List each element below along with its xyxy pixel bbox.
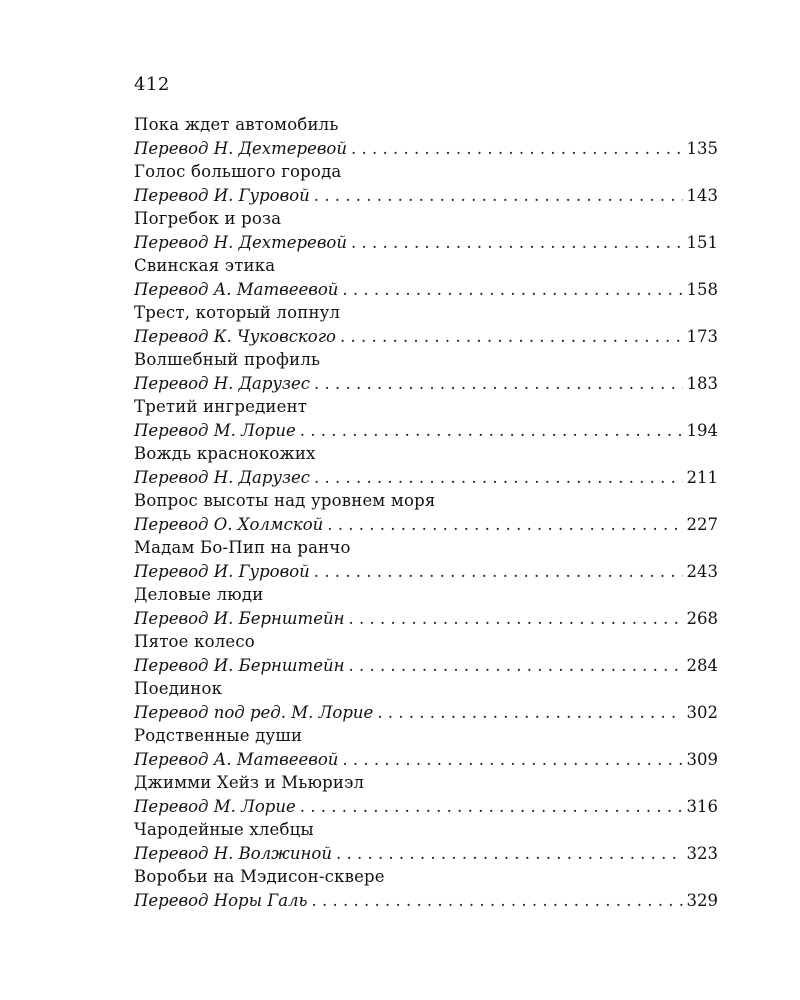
- translator-credit: Перевод И. Гуровой: [134, 185, 310, 205]
- translator-credit: Перевод Н. Дехтеревой: [134, 232, 347, 252]
- translator-credit: Перевод М. Лорие: [134, 796, 296, 816]
- dot-leader: [377, 701, 682, 725]
- page-reference: 173: [686, 326, 718, 346]
- story-title: Голос большого города: [134, 162, 342, 181]
- toc-entry: [134, 160, 718, 207]
- translator-credit: Перевод И. Бернштейн: [134, 655, 345, 675]
- page-reference: 158: [686, 279, 718, 299]
- dot-leader: [327, 513, 682, 537]
- toc-entry: [134, 301, 718, 348]
- dot-leader: [314, 372, 683, 396]
- page-reference: 194: [686, 420, 718, 440]
- translator-line: [134, 231, 718, 255]
- story-title: Пятое колесо: [134, 632, 255, 651]
- toc-entry: [134, 207, 718, 254]
- toc-entry: [134, 583, 718, 630]
- translator-line: [134, 607, 718, 631]
- page-reference: 151: [686, 232, 718, 252]
- dot-leader: [342, 748, 682, 772]
- table-of-contents: [134, 113, 718, 912]
- dot-leader: [348, 607, 682, 631]
- translator-credit: Перевод И. Бернштейн: [134, 608, 345, 628]
- page-reference: 302: [686, 702, 718, 722]
- page-reference: 135: [686, 138, 718, 158]
- page-reference: 323: [686, 843, 718, 863]
- toc-entry: [134, 442, 718, 489]
- page-reference: 227: [686, 514, 718, 534]
- dot-leader: [314, 184, 683, 208]
- page-reference: 243: [686, 561, 718, 581]
- story-title: Деловые люди: [134, 585, 264, 604]
- dot-leader: [336, 842, 683, 866]
- story-title: Трест, который лопнул: [134, 303, 341, 322]
- story-title: Третий ингредиент: [134, 397, 308, 416]
- page-reference: 183: [686, 373, 718, 393]
- dot-leader: [340, 325, 683, 349]
- translator-line: [134, 654, 718, 678]
- translator-line: [134, 842, 718, 866]
- toc-entry: [134, 395, 718, 442]
- translator-credit: Перевод Н. Дарузес: [134, 373, 310, 393]
- dot-leader: [300, 419, 683, 443]
- dot-leader: [351, 231, 683, 255]
- toc-entry: [134, 724, 718, 771]
- translator-credit: Перевод Норы Галь: [134, 890, 308, 910]
- toc-entry: [134, 630, 718, 677]
- toc-entry: [134, 489, 718, 536]
- translator-credit: Перевод К. Чуковского: [134, 326, 336, 346]
- story-title: Чародейные хлебцы: [134, 820, 314, 839]
- toc-entry: [134, 348, 718, 395]
- translator-line: [134, 795, 718, 819]
- dot-leader: [314, 560, 683, 584]
- page-number: 412: [134, 74, 170, 95]
- toc-entry: [134, 818, 718, 865]
- toc-entry: [134, 254, 718, 301]
- page-reference: 211: [686, 467, 718, 487]
- translator-line: [134, 748, 718, 772]
- translator-line: [134, 325, 718, 349]
- translator-line: [134, 889, 718, 913]
- translator-line: [134, 466, 718, 490]
- toc-entry: [134, 677, 718, 724]
- translator-credit: Перевод А. Матвеевой: [134, 749, 339, 769]
- story-title: Джимми Хейз и Мьюриэл: [134, 773, 365, 792]
- toc-entry: [134, 113, 718, 160]
- translator-line: [134, 184, 718, 208]
- page-reference: 316: [686, 796, 718, 816]
- story-title: Пока ждет автомобиль: [134, 115, 339, 134]
- story-title: Погребок и роза: [134, 209, 282, 228]
- dot-leader: [342, 278, 682, 302]
- translator-line: [134, 137, 718, 161]
- translator-credit: Перевод О. Холмской: [134, 514, 324, 534]
- page-reference: 329: [686, 890, 718, 910]
- translator-line: [134, 701, 718, 725]
- story-title: Свинская этика: [134, 256, 276, 275]
- translator-line: [134, 513, 718, 537]
- translator-line: [134, 419, 718, 443]
- toc-entry: [134, 865, 718, 912]
- toc-entry: [134, 536, 718, 583]
- story-title: Вождь краснокожих: [134, 444, 316, 463]
- translator-credit: Перевод Н. Дехтеревой: [134, 138, 347, 158]
- story-title: Родственные души: [134, 726, 303, 745]
- story-title: Поединок: [134, 679, 223, 698]
- translator-credit: Перевод под ред. М. Лорие: [134, 702, 374, 722]
- dot-leader: [314, 466, 683, 490]
- translator-credit: Перевод Н. Дарузес: [134, 467, 310, 487]
- page-reference: 143: [686, 185, 718, 205]
- translator-line: [134, 278, 718, 302]
- translator-line: [134, 560, 718, 584]
- story-title: Мадам Бо-Пип на ранчо: [134, 538, 351, 557]
- page-reference: 268: [686, 608, 718, 628]
- story-title: Волшебный профиль: [134, 350, 321, 369]
- translator-line: [134, 372, 718, 396]
- dot-leader: [312, 889, 683, 913]
- story-title: Воробьи на Мэдисон-сквере: [134, 867, 385, 886]
- dot-leader: [348, 654, 682, 678]
- translator-credit: Перевод А. Матвеевой: [134, 279, 339, 299]
- page-reference: 309: [686, 749, 718, 769]
- translator-credit: Перевод И. Гуровой: [134, 561, 310, 581]
- page-reference: 284: [686, 655, 718, 675]
- dot-leader: [300, 795, 683, 819]
- translator-credit: Перевод М. Лорие: [134, 420, 296, 440]
- story-title: Вопрос высоты над уровнем моря: [134, 491, 436, 510]
- dot-leader: [351, 137, 683, 161]
- toc-entry: [134, 771, 718, 818]
- translator-credit: Перевод Н. Волжиной: [134, 843, 332, 863]
